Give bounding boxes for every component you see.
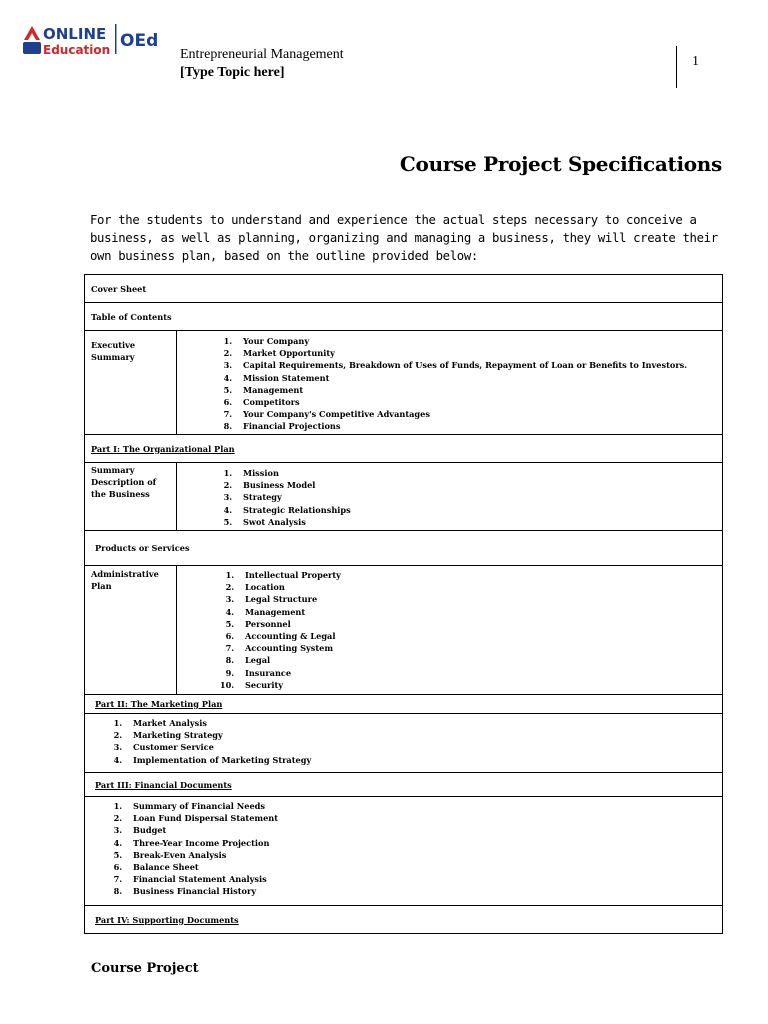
list-item: 3. Capital Requirements, Breakdown of Uses of Funds, Repayment of Loan or Benefits to Investors. (235, 359, 716, 371)
table-row (85, 275, 723, 303)
list-item: 5. Swot Analysis (235, 516, 716, 528)
table-row (85, 463, 723, 531)
list-item: 4. Implementation of Marketing Strategy (125, 754, 716, 766)
list-item: 3. Budget (125, 824, 716, 836)
header-divider (676, 46, 677, 88)
list-item: 6. Balance Sheet (125, 861, 716, 873)
list-item: 2. Business Model (235, 479, 716, 491)
list-item: 3. Strategy (235, 491, 716, 503)
financial-documents-list (91, 800, 716, 898)
list-item: 1. Summary of Financial Needs (125, 800, 716, 812)
list-item: 3. Legal Structure (237, 593, 716, 605)
marketing-plan-items (85, 714, 723, 773)
administrative-plan-list (183, 569, 716, 691)
course-project-heading: Course Project (91, 961, 199, 976)
table-row (85, 531, 723, 566)
list-item: 1. Mission (235, 467, 716, 479)
list-item: 5. Personnel (237, 618, 716, 630)
marketing-plan-list (91, 717, 716, 766)
table-row (85, 303, 723, 331)
cover-sheet-cell: Cover Sheet (85, 275, 723, 303)
list-item: 2. Location (237, 581, 716, 593)
list-item: 1. Your Company (235, 335, 716, 347)
financial-documents-items (85, 797, 723, 906)
list-item: 9. Insurance (237, 667, 716, 679)
list-item: 2. Loan Fund Dispersal Statement (125, 812, 716, 824)
svg-text:OEd: OEd (120, 31, 159, 51)
list-item: 4. Strategic Relationships (235, 504, 716, 516)
list-item: 4. Three-Year Income Projection (125, 837, 716, 849)
list-item: 1. Market Analysis (125, 717, 716, 729)
table-row (85, 435, 723, 463)
list-item: 5. Break-Even Analysis (125, 849, 716, 861)
list-item: 8. Legal (237, 654, 716, 666)
table-row (85, 714, 723, 773)
part4-heading: Part IV: Supporting Documents (95, 914, 239, 925)
list-item: 10. Security (237, 679, 716, 691)
list-item: 1. Intellectual Property (237, 569, 716, 581)
executive-summary-list (183, 335, 716, 433)
part2-heading: Part II: The Marketing Plan (95, 699, 223, 709)
page-title: Course Project Specifications (399, 152, 722, 176)
part1-heading: Part I: The Organizational Plan (91, 443, 235, 454)
administrative-plan-label: Administrative Plan (85, 566, 177, 695)
summary-description-label: Summary Description of the Business (85, 463, 177, 531)
page-number: 1 (692, 54, 699, 69)
part4-heading-cell (85, 906, 723, 934)
svg-text:Education: Education (43, 43, 111, 57)
list-item: 6. Competitors (235, 396, 716, 408)
table-row (85, 797, 723, 906)
summary-description-items (177, 463, 723, 531)
outline-table (84, 274, 723, 934)
table-row (85, 695, 723, 714)
running-header (180, 46, 344, 82)
part3-heading-cell (85, 773, 723, 797)
intro-paragraph: For the students to understand and experience the actual steps necessary to conceive a business, as well as planning, organizing and managing a business, they will create their own business plan, based on the outline provided below: (90, 213, 718, 263)
svg-text:ONLINE: ONLINE (43, 25, 107, 43)
list-item: 3. Customer Service (125, 741, 716, 753)
list-item: 7. Accounting System (237, 642, 716, 654)
executive-summary-items (177, 331, 723, 435)
table-row (85, 773, 723, 797)
table-row (85, 906, 723, 934)
list-item: 7. Financial Statement Analysis (125, 873, 716, 885)
list-item: 8. Business Financial History (125, 885, 716, 897)
online-education-logo (22, 22, 164, 58)
part1-heading-cell (85, 435, 723, 463)
list-item: 6. Accounting & Legal (237, 630, 716, 642)
part2-heading-cell (85, 695, 723, 714)
list-item: 4. Mission Statement (235, 372, 716, 384)
products-services-cell: Products or Services (85, 531, 723, 566)
list-item: 2. Marketing Strategy (125, 729, 716, 741)
list-item: 5. Management (235, 384, 716, 396)
summary-description-list (183, 467, 716, 528)
list-item: 4. Management (237, 606, 716, 618)
list-item: 2. Market Opportunity (235, 347, 716, 359)
executive-summary-label: Executive Summary (85, 331, 177, 435)
course-title: Entrepreneurial Management (180, 47, 344, 62)
list-item: 8. Financial Projections (235, 420, 716, 432)
logo-graphic (22, 22, 164, 58)
topic-placeholder[interactable]: [Type Topic here] (180, 65, 285, 80)
table-row (85, 331, 723, 435)
table-row (85, 566, 723, 695)
administrative-plan-items (177, 566, 723, 695)
part3-heading: Part III: Financial Documents (95, 779, 232, 790)
list-item: 7. Your Company's Competitive Advantages (235, 408, 716, 420)
toc-cell: Table of Contents (85, 303, 723, 331)
